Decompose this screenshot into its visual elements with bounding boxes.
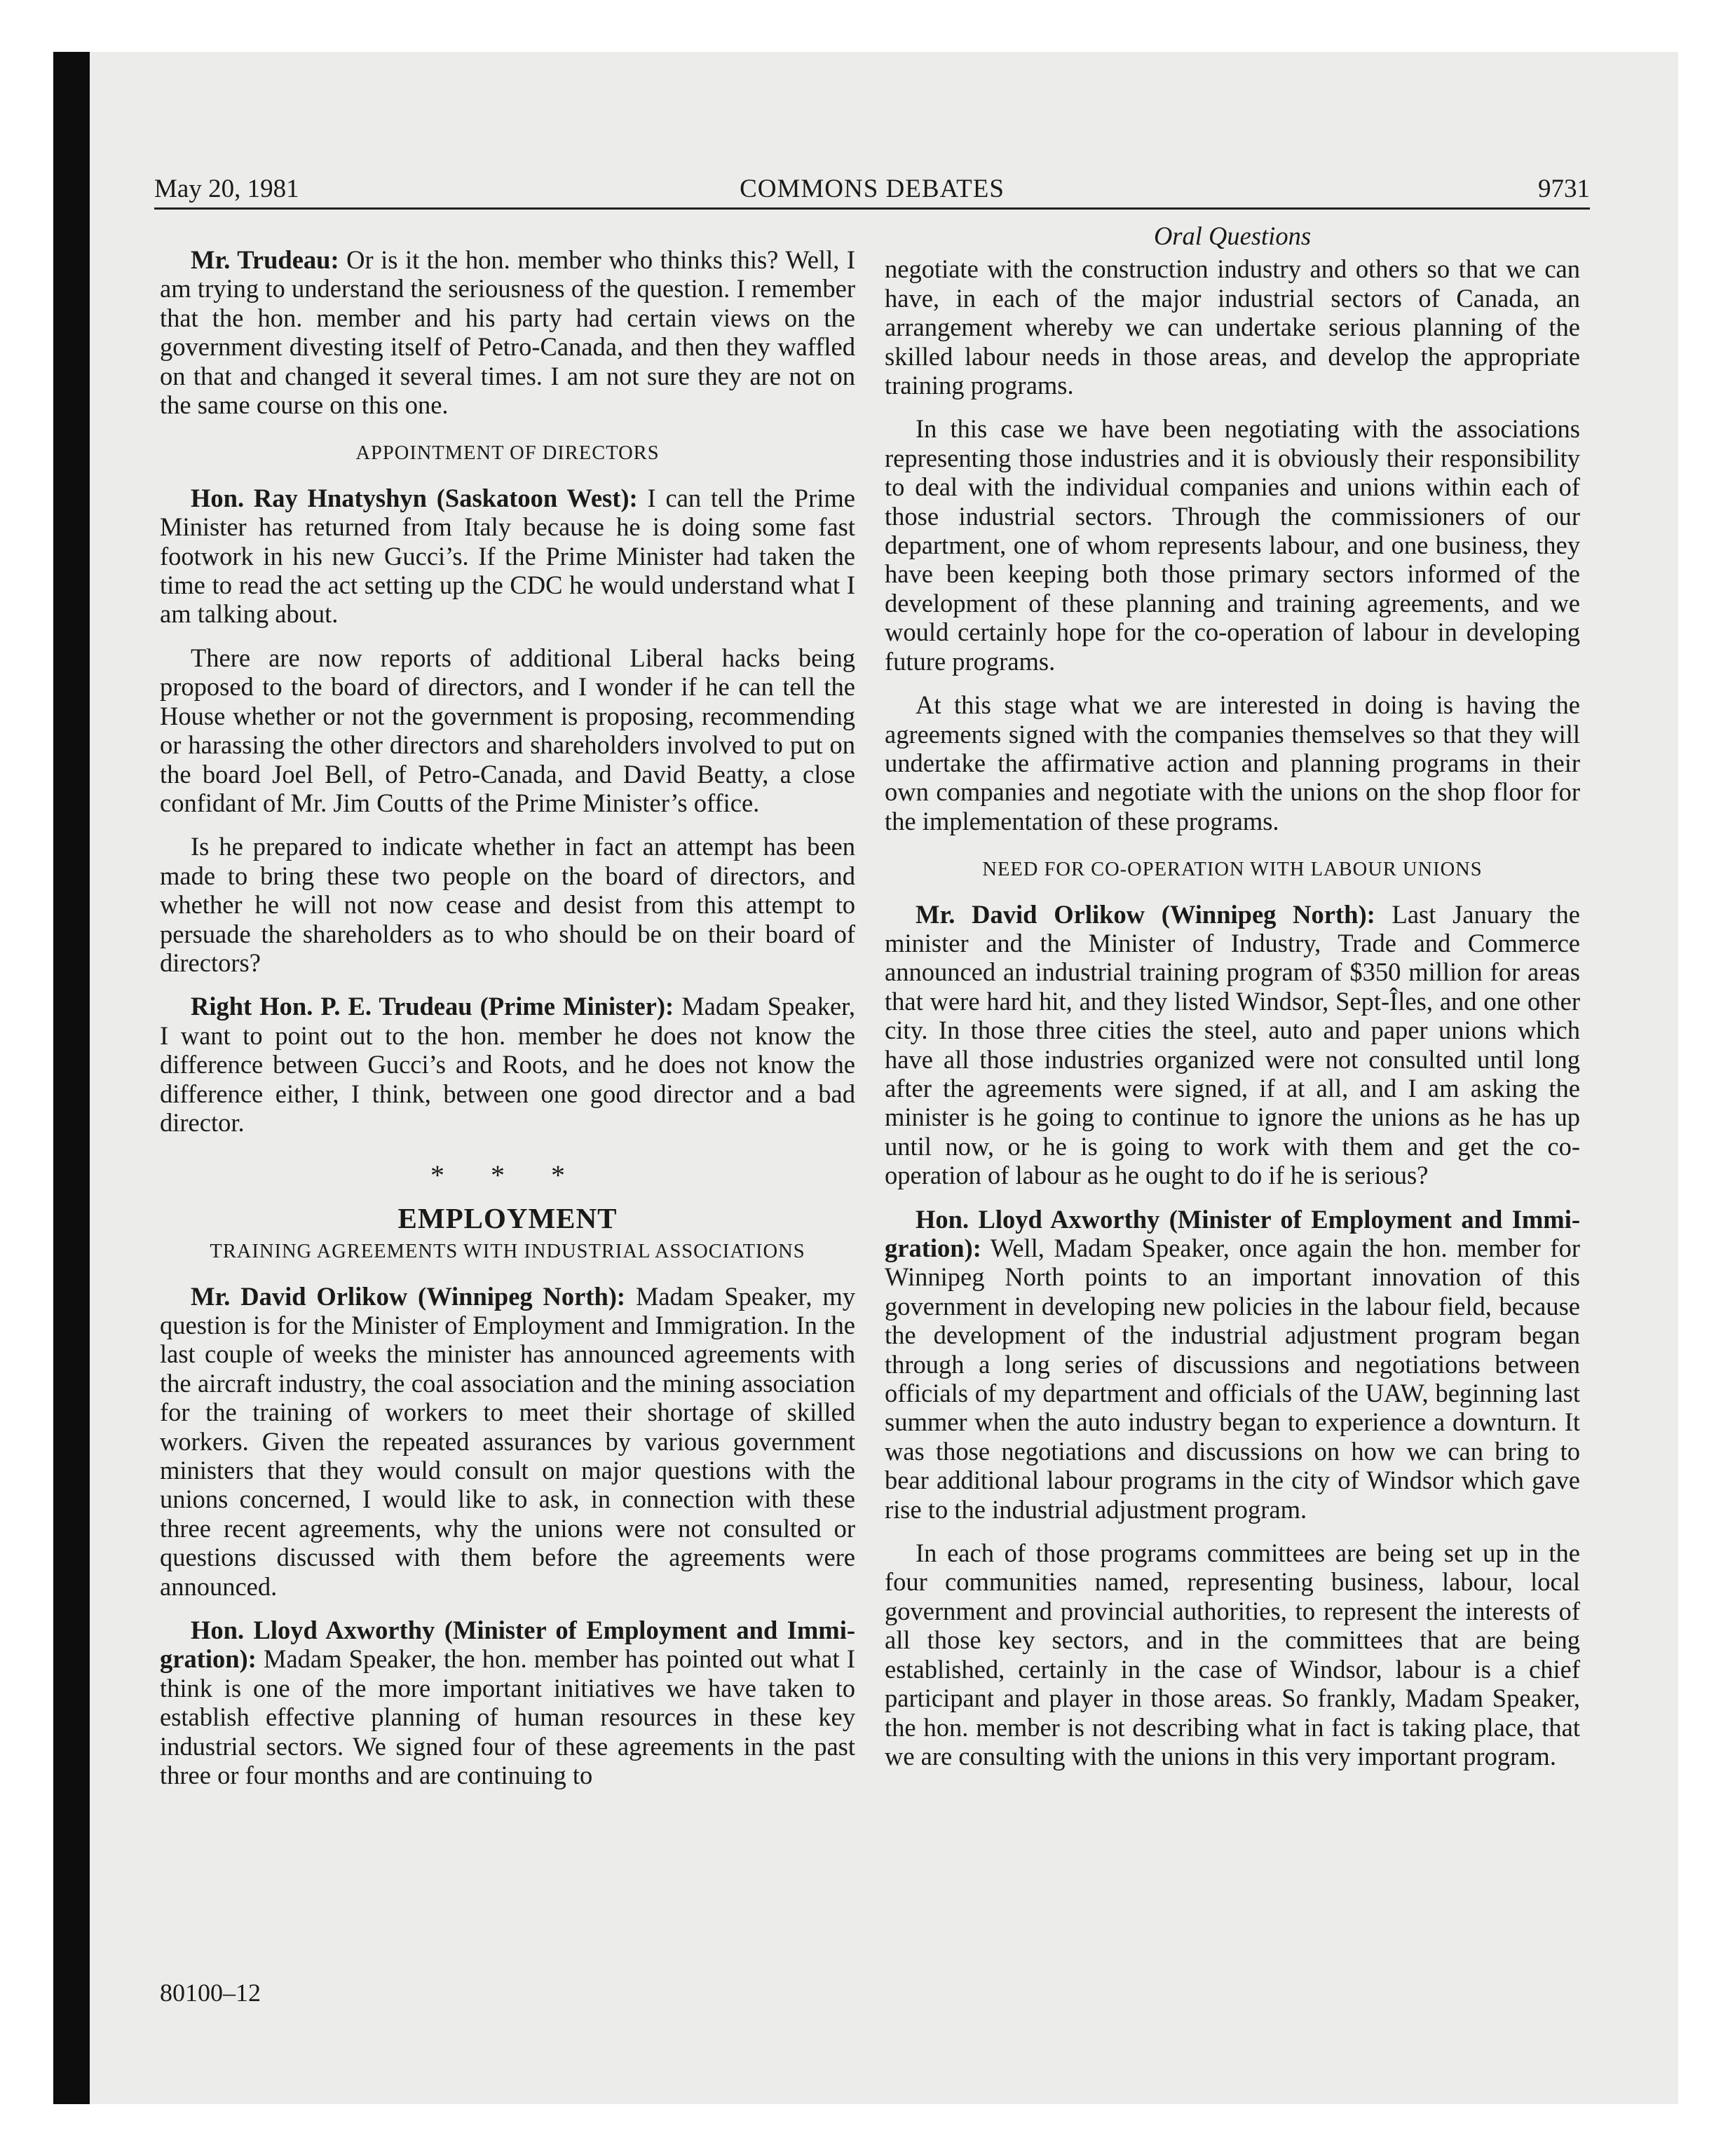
speech-text: Madam Speaker, I want to point out to the hon. member he does not know the difference between Gucci’s and Roots, and he does not know the difference either, I think, between one good director and a bad director. [160, 992, 855, 1137]
paragraph: In this case we have been negotiating with the associations representing those industries and it is obviously their responsibility to deal with the individual companies and unions within each of those industrial sectors. Through the commissioners of our department, one of whom represents labour, and one business, they have been keeping both those primary sectors informed of the development of these planning and training agreements, and we would certainly hope for the co-operation of labour in developing future programs. [885, 414, 1580, 676]
left-column [160, 245, 855, 1805]
speaker-name: Mr. Trudeau: [191, 245, 339, 274]
header-page-number: 9731 [1538, 175, 1590, 203]
paragraph [160, 484, 855, 629]
running-head: Oral Questions [1153, 221, 1312, 250]
paragraph [160, 992, 855, 1137]
paragraph [885, 1205, 1580, 1524]
speaker-name: Mr. David Orlikow (Winnipeg North): [916, 899, 1375, 929]
subheading: TRAINING AGREEMENTS WITH INDUSTRIAL ASSOCIATIONS [210, 1241, 805, 1263]
paragraph [160, 1616, 855, 1789]
binding-edge [53, 52, 90, 2104]
header-title: COMMONS DEBATES [740, 175, 1005, 203]
speech-text: Or is it the hon. member who thinks this? Well, I am trying to understand the seriousness of the question. I remember that the hon. member and his party had certain views on the government divesting itself of Petro-Canada, and then they waffled on that and changed it several times. I am not sure they are not on the same course on this one. [160, 245, 855, 420]
paragraph [160, 245, 855, 419]
footer-code: 80100–12 [160, 1979, 261, 2007]
subheading: NEED FOR CO-OPERATION WITH LABOUR UNIONS [982, 859, 1483, 881]
paragraph [160, 1282, 855, 1601]
speech-text: Well, Madam Speaker, once again the hon. member for Winnipeg North points to an important innovation of this government in developing new policies in the labour field, because the development of the industrial adjustment program began through a long series of discussions and negotiations between officials of my department and officials of the UAW, beginning last summer when the auto industry began to experience a downturn. It was those negotiations and discussions on how we can bring to bear additional labour programs in the city of Windsor which gave rise to the industrial adjustment program. [885, 1234, 1580, 1524]
page-header [154, 171, 1590, 207]
subheading: APPOINTMENT OF DIRECTORS [355, 442, 660, 465]
speaker-name: Hon. Lloyd Axworthy (Minister of Employment and Immigration): [885, 1204, 1580, 1262]
speaker-name: Hon. Ray Hnatyshyn (Saskatoon West): [191, 483, 638, 512]
header-rule [154, 207, 1590, 210]
paragraph: In each of those programs committees are being set up in the four communities named, representing business, labour, local government and provincial authorities, to represent the interests of all those key sectors, and in the committees that are being established, certainly in the case of Windsor, labour is a chief participant and player in those areas. So frankly, Madam Speaker, the hon. member is not describing what in fact is taking place, that we are consulting with the unions in this very important program. [885, 1538, 1580, 1770]
speech-text: I can tell the Prime Minister has returned from Italy because he is doing some fast footwork in his new Gucci’s. If the Prime Minister had taken the time to read the act setting up the CDC he would understand what I am talking about. [160, 483, 855, 629]
paragraph: negotiate with the construction industry and others so that we can have, in each of the major industrial sectors of Canada, an arrangement whereby we can undertake serious planning of the skilled labour needs in those areas, and develop the appropriate training programs. [885, 254, 1580, 400]
speaker-name: Mr. David Orlikow (Winnipeg North): [191, 1281, 626, 1311]
paragraph: Is he prepared to indicate whether in fact an attempt has been made to bring these two people on the board of directors, and whether he will not now cease and desist from this attempt to persuade the shareholders as to who should be on their board of directors? [160, 832, 855, 977]
speech-text: Last January the minister and the Minister of Industry, Trade and Commerce announced an industrial training program of $350 million for areas that were hard hit, and they listed Windsor, Sept-Îles, and one other city. In those three cities the steel, auto and paper unions which have all those industries organized were not consulted until long after the agreements were signed, if at all, and I am asking the minister is he going to continue to ignore the unions as he has up until now, or he is going to work with them and get the co-operation of labour as he ought to do if he is serious? [885, 899, 1580, 1190]
speech-text: Madam Speaker, the hon. member has pointed out what I think is one of the more important initiatives we have taken to establish effective planning of human resources in these key industrial sectors. We signed four of these agreements in the past three or four months and are continuing to [160, 1644, 855, 1790]
paragraph: At this stage what we are interested in doing is having the agreements signed with the companies themselves so that they will undertake the affirmative action and planning programs in their own companies and negotiate with the unions on the shop floor for the implementation of these programs. [885, 690, 1580, 835]
section-heading: EMPLOYMENT [397, 1201, 618, 1234]
header-date: May 20, 1981 [154, 175, 299, 203]
paragraph: There are now reports of additional Liberal hacks being proposed to the board of directors, and I wonder if he can tell the House whether or not the government is proposing, recommending or harassing the other directors and shareholders involved to put on the board Joel Bell, of Petro-Canada, and David Beatty, a close confidant of Mr. Jim Coutts of the Prime Minister’s office. [160, 643, 855, 817]
section-separator: * * * [430, 1159, 585, 1192]
speaker-name: Hon. Lloyd Axworthy (Minister of Employment and Immigration): [160, 1616, 855, 1674]
speech-text: Madam Speaker, my question is for the Minister of Employment and Immigration. In the last couple of weeks the minister has announced agreements with the aircraft industry, the coal association and the mining association for the training of workers to meet their shortage of skilled workers. Given the repeated assurances by various government ministers that they would consult on major questions with the unions concerned, I would like to ask, in connection with these three recent agreements, why the unions were not consulted or questions discussed with them before the agreements were announced. [160, 1281, 855, 1601]
speaker-name: Right Hon. P. E. Trudeau (Prime Minister): [191, 992, 674, 1021]
right-column [885, 221, 1580, 1785]
paragraph [885, 900, 1580, 1190]
